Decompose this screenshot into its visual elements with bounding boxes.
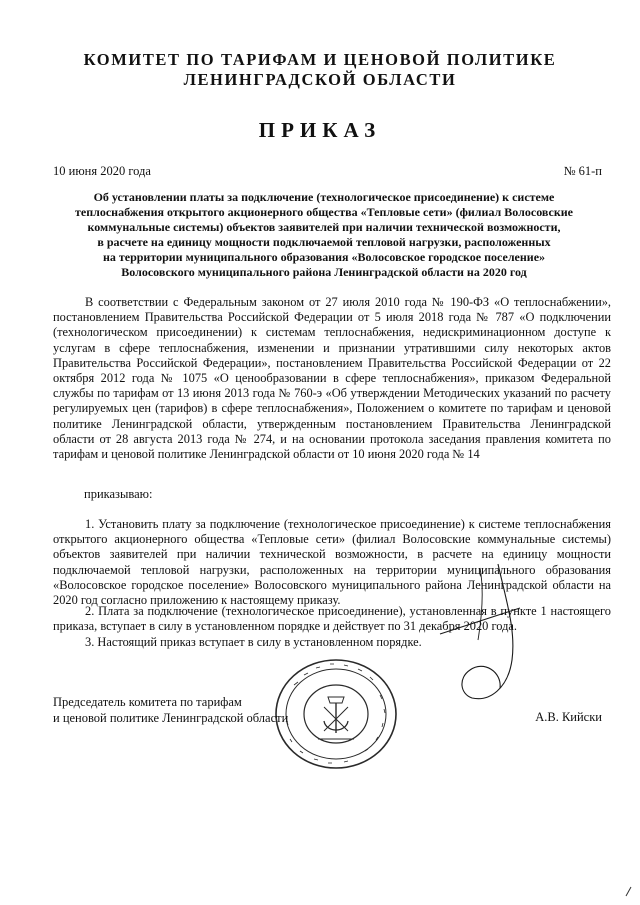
preamble-paragraph: В соответствии с Федеральным законом от 27 июля 2010 года № 190-ФЗ «О теплоснабжении», постановлением Правительства Российской Федерации от 5 июля 2018 года № 787 «О подключении (технологическом присоединении) к системам теплоснабжения, недискриминационном доступе к услугам в сфере теплоснабжения, изменении и признании утратившими силу некоторых актов Правительства Российской Федерации», постановлением Правительства Российской Федерации от 22 октября 2012 года № 1075 «О ценообразовании в сфере теплоснабжения», приказом Федеральной службы по тарифам от 13 июня 2013 года № 760-э «Об утверждении Методических указаний по расчету регулируемых цен (тарифов) в сфере теплоснабжения», Положением о комитете по тарифам и ценовой политике Ленинградской области, утвержденным постановлением Правительства Ленинградской области от 28 августа 2013 года № 274, и на основании протокола заседания правления комитета по тарифам и ценовой политике Ленинградской области от 10 июня 2020 года № 14 xyxy=(53,295,611,462)
subject-line: теплоснабжения открытого акционерного общества «Тепловые сети» (филиал Волосовские xyxy=(74,205,574,219)
signatory-position-line-2: и ценовой политике Ленинградской области xyxy=(53,711,289,725)
subject-line: Волосовского муниципального района Ленинградской области на 2020 год xyxy=(121,265,527,279)
org-line-1: КОМИТЕТ ПО ТАРИФАМ И ЦЕНОВОЙ ПОЛИТИКЕ xyxy=(83,50,557,69)
order-item-1: 1. Установить плату за подключение (технологическое присоединение) к системе теплоснабжения открытого акционерного общества «Тепловые сети» (филиал Волосовские коммунальные системы) объектов заявителей при наличии технической возможности, в расчете на единицу мощности подключаемой тепловой нагрузки, расположенных на территории муниципального образования «Волосовское городское поселение» Волосовского муниципального района Ленинградской области на 2020 год согласно приложению к настоящему приказу. xyxy=(53,517,611,608)
issuing-organization xyxy=(0,50,640,90)
order-item-2: 2. Плата за подключение (технологическое присоединение), установленная в пункте 1 настоящего приказа, вступает в силу в установленном порядке и действует по 31 декабря 2020 года. xyxy=(53,604,611,634)
subject-line: Об установлении платы за подключение (технологическое присоединение) к системе xyxy=(93,190,555,204)
document-subject xyxy=(60,190,588,280)
subject-line: в расчете на единицу мощности подключаемой тепловой нагрузки, расположенных xyxy=(97,235,551,249)
subject-line: на территории муниципального образования «Волосовское городское поселение» xyxy=(102,250,546,264)
handwritten-signature xyxy=(420,560,530,710)
document-date: 10 июня 2020 года xyxy=(53,164,151,178)
signatory-name: А.В. Кийски xyxy=(535,710,602,724)
signatory-position-line-1: Председатель комитета по тарифам xyxy=(53,695,242,709)
document-type-title: ПРИКАЗ xyxy=(258,118,382,142)
order-word: приказываю: xyxy=(84,487,153,501)
scan-corner-mark xyxy=(624,885,634,897)
signatory-position xyxy=(53,694,288,726)
org-line-2: ЛЕНИНГРАДСКОЙ ОБЛАСТИ xyxy=(183,70,457,89)
order-item-3: 3. Настоящий приказ вступает в силу в установленном порядке. xyxy=(85,635,422,649)
document-number: № 61-п xyxy=(563,164,602,178)
subject-line: коммунальные системы) объектов заявителей при наличии технической возможности, xyxy=(87,220,561,234)
